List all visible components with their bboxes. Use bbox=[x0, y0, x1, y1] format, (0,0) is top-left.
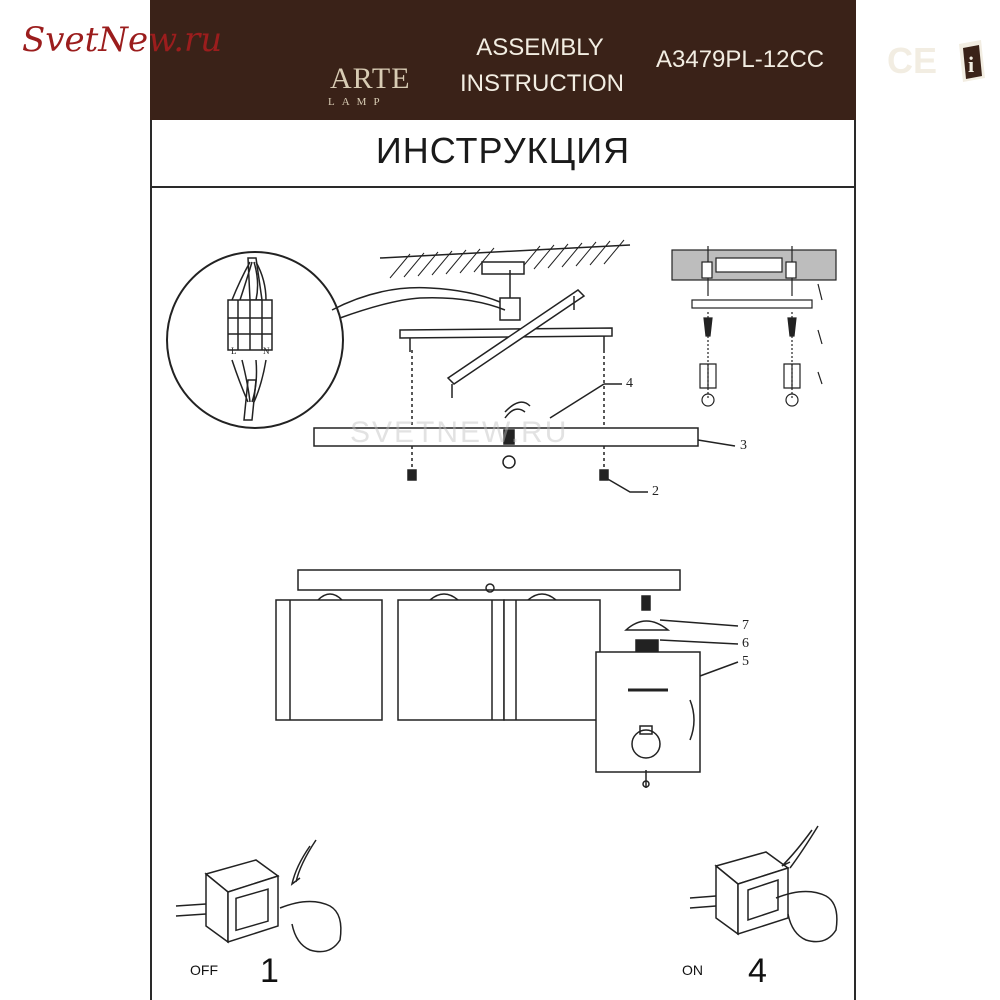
callout-6: 6 bbox=[742, 636, 749, 651]
mount-detail bbox=[672, 246, 836, 406]
switch-off-diagram bbox=[176, 840, 341, 952]
callout-7: 7 bbox=[742, 618, 749, 633]
fixture-diagram bbox=[276, 570, 738, 788]
assembly-line-1: ASSEMBLY bbox=[476, 34, 604, 61]
step-on-label: ON bbox=[682, 962, 703, 978]
brand-name: ARTE bbox=[330, 62, 411, 95]
wire-letter-n: N bbox=[263, 346, 270, 356]
callout-5: 5 bbox=[742, 654, 749, 669]
wire-letter-l: L bbox=[231, 346, 237, 356]
assembly-line-2: INSTRUCTION bbox=[460, 70, 624, 97]
model-number: A3479PL-12CC bbox=[656, 46, 825, 73]
ceiling-mount-diagram bbox=[167, 240, 735, 492]
ce-mark: CE bbox=[887, 40, 938, 81]
switch-on-diagram bbox=[690, 826, 837, 942]
site-watermark: SVETNEW.RU bbox=[350, 416, 569, 449]
watermark-logo: SvetNew.ru bbox=[22, 20, 223, 60]
step-off-label: OFF bbox=[190, 962, 218, 978]
svg-text:i: i bbox=[968, 52, 975, 77]
callout-4: 4 bbox=[626, 376, 633, 391]
callout-2: 2 bbox=[652, 484, 659, 499]
page-title: ИНСТРУКЦИЯ bbox=[375, 130, 631, 171]
step-1-number: 1 bbox=[260, 952, 279, 990]
brand-subtitle: LAMP bbox=[328, 96, 387, 108]
callout-3: 3 bbox=[740, 438, 747, 453]
step-4-number: 4 bbox=[748, 952, 767, 990]
